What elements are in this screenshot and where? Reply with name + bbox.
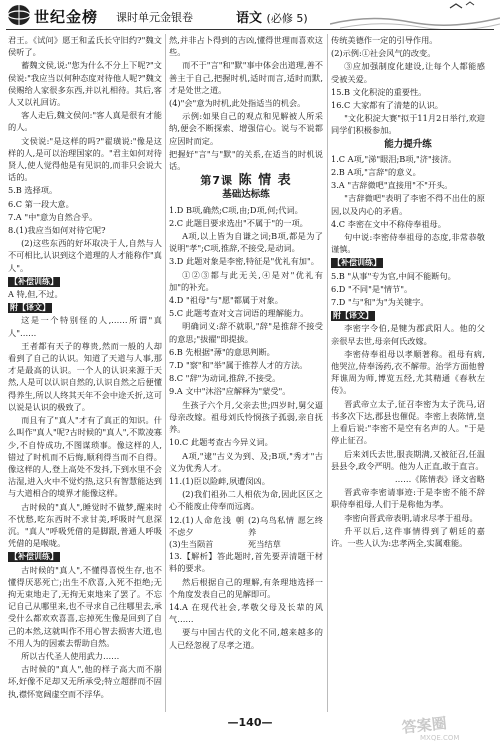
col2-line: 把握好"言"与"默"的关系,在适当的时机说话。 [169,148,323,172]
answer-item: 12.(1)人命危浅 朝不虑夕 [169,514,244,537]
section-tag: 【补偿训练】 [10,552,58,562]
col1-line: 君王。《试问》愿王和孟氏长守旧约?"魏文侯听了。 [8,35,162,58]
course-name: 语文 [236,11,263,26]
col1-paragraph: 蓄魏文侯,说:"您为什么不分上下呢?"文侯说:"我应当以何种态度对待他人呢?"魏文侯赐给人家很多东西,并以礼相待。其后,客人又以礼回访。 [8,60,162,108]
answer-item: 7.D "与"和"为"为关键字。 [331,297,429,308]
col2-line: (4)"会"意为时机,此处指适当的机会。 [169,98,306,109]
answer-item: 14.A 在现代社会,孝敬父母及长辈的风气…… [169,601,323,625]
course-module: (必修 5) [266,12,308,25]
column-divider-1 [165,34,166,712]
col1-line: 客人走后,魏文侯问:"客人真是很有才能的人。 [8,110,162,133]
answer-item: 11.(1)臣以险衅,夙遭闵凶。 [169,475,270,486]
answer-item: 1.D B项,确然;C项,由;D项,何;代词。 [169,204,303,215]
col2-paragraph: A项,以上皆为自谦之词;B项,都是为了说明"孝";C项,推辞,不接受,是动词。 [169,231,323,254]
col1-line: 7.A "中"意为自然合乎。 [8,211,98,222]
course-label [236,7,308,26]
answer-cell: 死当结草 [248,538,281,549]
col3-paragraph: 晋武帝立太子,征召李密为太子洗马,诏书多次下达,郡县也催促。李密上表陈情,皇上看后说:"李密不是空有名声的人。"于是停止征召。 [331,398,485,446]
column-divider-2 [327,34,328,712]
col1-paragraph: 而且有了"真人"才有了真正的知识。什么叫作"真人"呢?古时候的"真人",不欺凌寡少,不自恃成功,不图谋琐事。像这样的人,错过了时机而不后悔,顺利得当而不自得。像这样的人,登上高处不发抖,下到水里不会沾湿,进入火中不觉灼热,这只有智慧能达到与大道相合的境界才能像这样。 [8,415,162,499]
col2-paragraph: 示例:如果自己的观点和见解被人所采纳,便会不断探索、增强信心。说与不说都应因时而定。 [169,111,323,146]
answer-item: 4.C 李密在文中不称侍奉祖母。 [331,218,446,229]
answer-item: 10.C 此题考查古今异义词。 [169,437,273,448]
lesson-number: 第7课 [200,174,234,188]
answer-cell: (3)生当陨首 [169,538,214,549]
page-header [0,0,500,30]
col2-paragraph: 明确词义:辞不就职,"辞"是推辞不接受的意思;"拔擢"即提拔。 [169,321,323,344]
col3-paragraph: 晋武帝李密请事迹:于是李密不能不辞职侍奉祖母,人们于是称他为孝。 [331,487,485,510]
col3-line: 16.C 大家都有了清楚的认识。 [331,100,443,111]
answer-item: 4.D "祖母"与"愿"都属于对象。 [169,295,283,306]
col3-line: (2)示例:①社会风气的改变。 [331,48,436,59]
col2-paragraph: 生孩子六个月,父亲去世;四岁时,舅父逼母亲改嫁。祖母刘氏怜悯孩子孤弱,亲自抚养。 [169,399,323,435]
col3-line: 传统美德作一定的引导作用。 [331,35,438,45]
col2-paragraph: (2)我们祖孙二人相依为命,因此区区之心不能废止侍奉而远离。 [169,489,323,512]
answer-item: 2.B A项,"言辞"的意义。 [331,167,421,178]
col2-paragraph: ①②③都与此无关,④是对"优礼有加"的补充。 [169,269,323,292]
section-tag: 附【译文】 [333,311,373,321]
section-heading: 基础达标练 [222,189,270,201]
answer-item: 3.D 此题对象是李密,特征是"优礼有加"。 [169,256,319,267]
answer-item: 8.C "辞"为动词,推辞,不接受。 [169,373,281,384]
col1-paragraph: 王者都有天子的尊贵,然而一般的人却看到了自己的认识。知道了天道与人事,那才是最高的认识。一个人的认识来源于天然,人是可以认识自然的,认识自然之后便懂得养生,所以人终其天年不会中途夭折,这可以说是认识的极致了。 [8,340,162,412]
header-rule [6,29,494,30]
col3-paragraph: ③应加强制度化建设,让每个人都能感受被关爱。 [331,61,485,84]
col3-paragraph: 后来刘氏去世,服丧期满,又被征召,任温县县令,政令严明。他为人正直,敢于直言。 [331,448,485,471]
section-tag: 附【译文】 [10,303,50,313]
answer-item: 6.D "不同"是"情节"。 [331,283,413,294]
col3-paragraph: "吉辞微吧"表明了李密不得不出仕的原因,以及内心的矛盾。 [331,193,485,216]
col2-paragraph: 要与中国古代的文化不同,越来越多的人已经忽视了尽孝之道。 [169,627,323,650]
answer-item: 7.D "察"和"举"属于推荐人才的方法。 [169,360,308,371]
answer-item: 1.C A项,"涕"眼泪;B项,"济"接济。 [331,153,457,164]
col3-paragraph: 李密侍奉祖母以孝顺著称。祖母有病,他哭泣,侍奉汤药,衣不解带。治学方面他曾拜谯周为师,博览五经,尤其精通《春秋左传》。 [331,348,485,396]
column-3 [331,34,485,550]
col1-paragraph: (2)这些东西的好坏取决于人,自然与人不可相比,认识到这个道理的人才能称作"真人"。 [8,238,162,273]
col3-paragraph: 李密字令伯,是犍为郡武阳人。他的父亲很早去世,母亲何氏改嫁。 [331,323,485,346]
col1-line: 8.(1)我应当如何对待它呢? [8,225,106,236]
brand-title: 世纪金榜 [34,8,99,26]
col3-paragraph: 李密向晋武帝表明,请求尽孝于祖母。 [344,512,478,523]
answer-item: 3.A "吉辞微吧"直接用"不"开头。 [331,180,453,191]
col3-paragraph: "文化积淀大赛"拟于11月2日举行,欢迎同学们积极参加。 [331,113,485,136]
col1-paragraph: 古时候的"真人",他的样子高大而不崩坏,好像不足却又无所承受;特立超群而不固执,襟怀宽阔虚空而不浮华。 [8,664,162,699]
watermark-logo: 答案圈 [400,714,448,737]
col1-line: 这是一个特别怪的人,……所谓"真人"…… [8,315,162,338]
lesson-heading [169,175,323,187]
col1-paragraph: 古时候的"真人",不懂得喜悦生存,也不懂得厌恶死亡;出生不欣喜,入死不拒绝;无拘无束地走了,无拘无束地来了罢了。不忘记自己从哪里来,也不寻求自己往哪里去,承受什么都欢欢喜喜,忘掉死生像是回到了自己的本然,这就叫作不用心智去损害大道,也不用人为的因素去帮助自然。 [8,564,162,648]
wave-decoration-icon [330,0,500,30]
series-subtitle: 课时单元金银卷 [116,11,193,24]
col2-paragraph: A项,"逮"古义为到、及;B项,"秀才"古义为优秀人才。 [169,450,323,473]
section-tag: 【补偿训练】 [333,258,381,268]
watermark-url: MXQE.COM [420,734,460,742]
col1-paragraph: 古时候的"真人",睡觉时不做梦,醒来时不忧愁,吃东西时不求甘美,呼吸时气息深沉。"真人"呼吸凭借的是脚跟,普通人呼吸凭借的是喉咙。 [8,501,162,549]
section-heading: 能力提升练 [384,138,432,150]
answer-item: 9.A 文中"沐浴"应解释为"蒙受"。 [169,386,291,397]
col2-line: 然,并非占卜得到的吉凶,懂得世理而喜欢这些。 [169,35,323,58]
col1-line: 5.B 选择项。 [8,185,58,196]
col2-paragraph: 而不于"言"和"默"事中体会出道理,善不善主于自己,把握时机,适时而言,适时而默,才是处世之道。 [169,60,323,95]
col1-paragraph: 文侯说:"是这样的吗?"翟璜说:"像是这样的人,是可以治理国家的。"君主如何对待贤人,使人觉得他是有见识的,而非只会说大话的。 [8,135,162,183]
col3-paragraph: 升平以后,这件事情得到了朝廷的嘉许。一些人认为:忠孝两全,实属难能。 [331,525,485,548]
col1-line: A 特,但,不过。 [8,289,63,300]
globe-logo-icon [6,3,32,27]
answer-cell: (2)乌鸟私情 愿乞终养 [248,514,323,537]
column-2 [169,34,323,652]
source-note: ……《陈情表》译文省略 [394,473,485,484]
col1-line: 6.C 第一段大意。 [8,198,74,209]
answer-grid [169,514,323,551]
answer-item: 13.【解析】答此题时,首先要弄清题干材料的要求。 [169,551,323,574]
column-1 [8,34,162,701]
col2-paragraph: 然后根据自己的理解,有条理地选择一个角度发表自己的见解即可。 [169,576,323,599]
section-tag: 【补偿训练】 [10,276,58,286]
answer-item: 5.C 此题考查对文言词语的理解能力。 [169,308,309,319]
col3-paragraph: 句中说:李密侍奉祖母的态度,非常恭敬谨慎。 [331,232,485,255]
answer-item: 2.C 此题目要求选出"不属于"的一项。 [169,217,308,228]
page-number: —140— [227,716,273,729]
col1-line: 所以古代圣人使用武力…… [21,650,120,661]
answer-item: 5.B "从事"专为官,中间不能断句。 [331,270,456,281]
lesson-title: 陈 情 表 [238,173,292,189]
col3-line: 15.B 文化积淀的重要性。 [331,86,427,97]
answer-item: 6.B 先根据"薄"的意思判断。 [169,346,275,357]
